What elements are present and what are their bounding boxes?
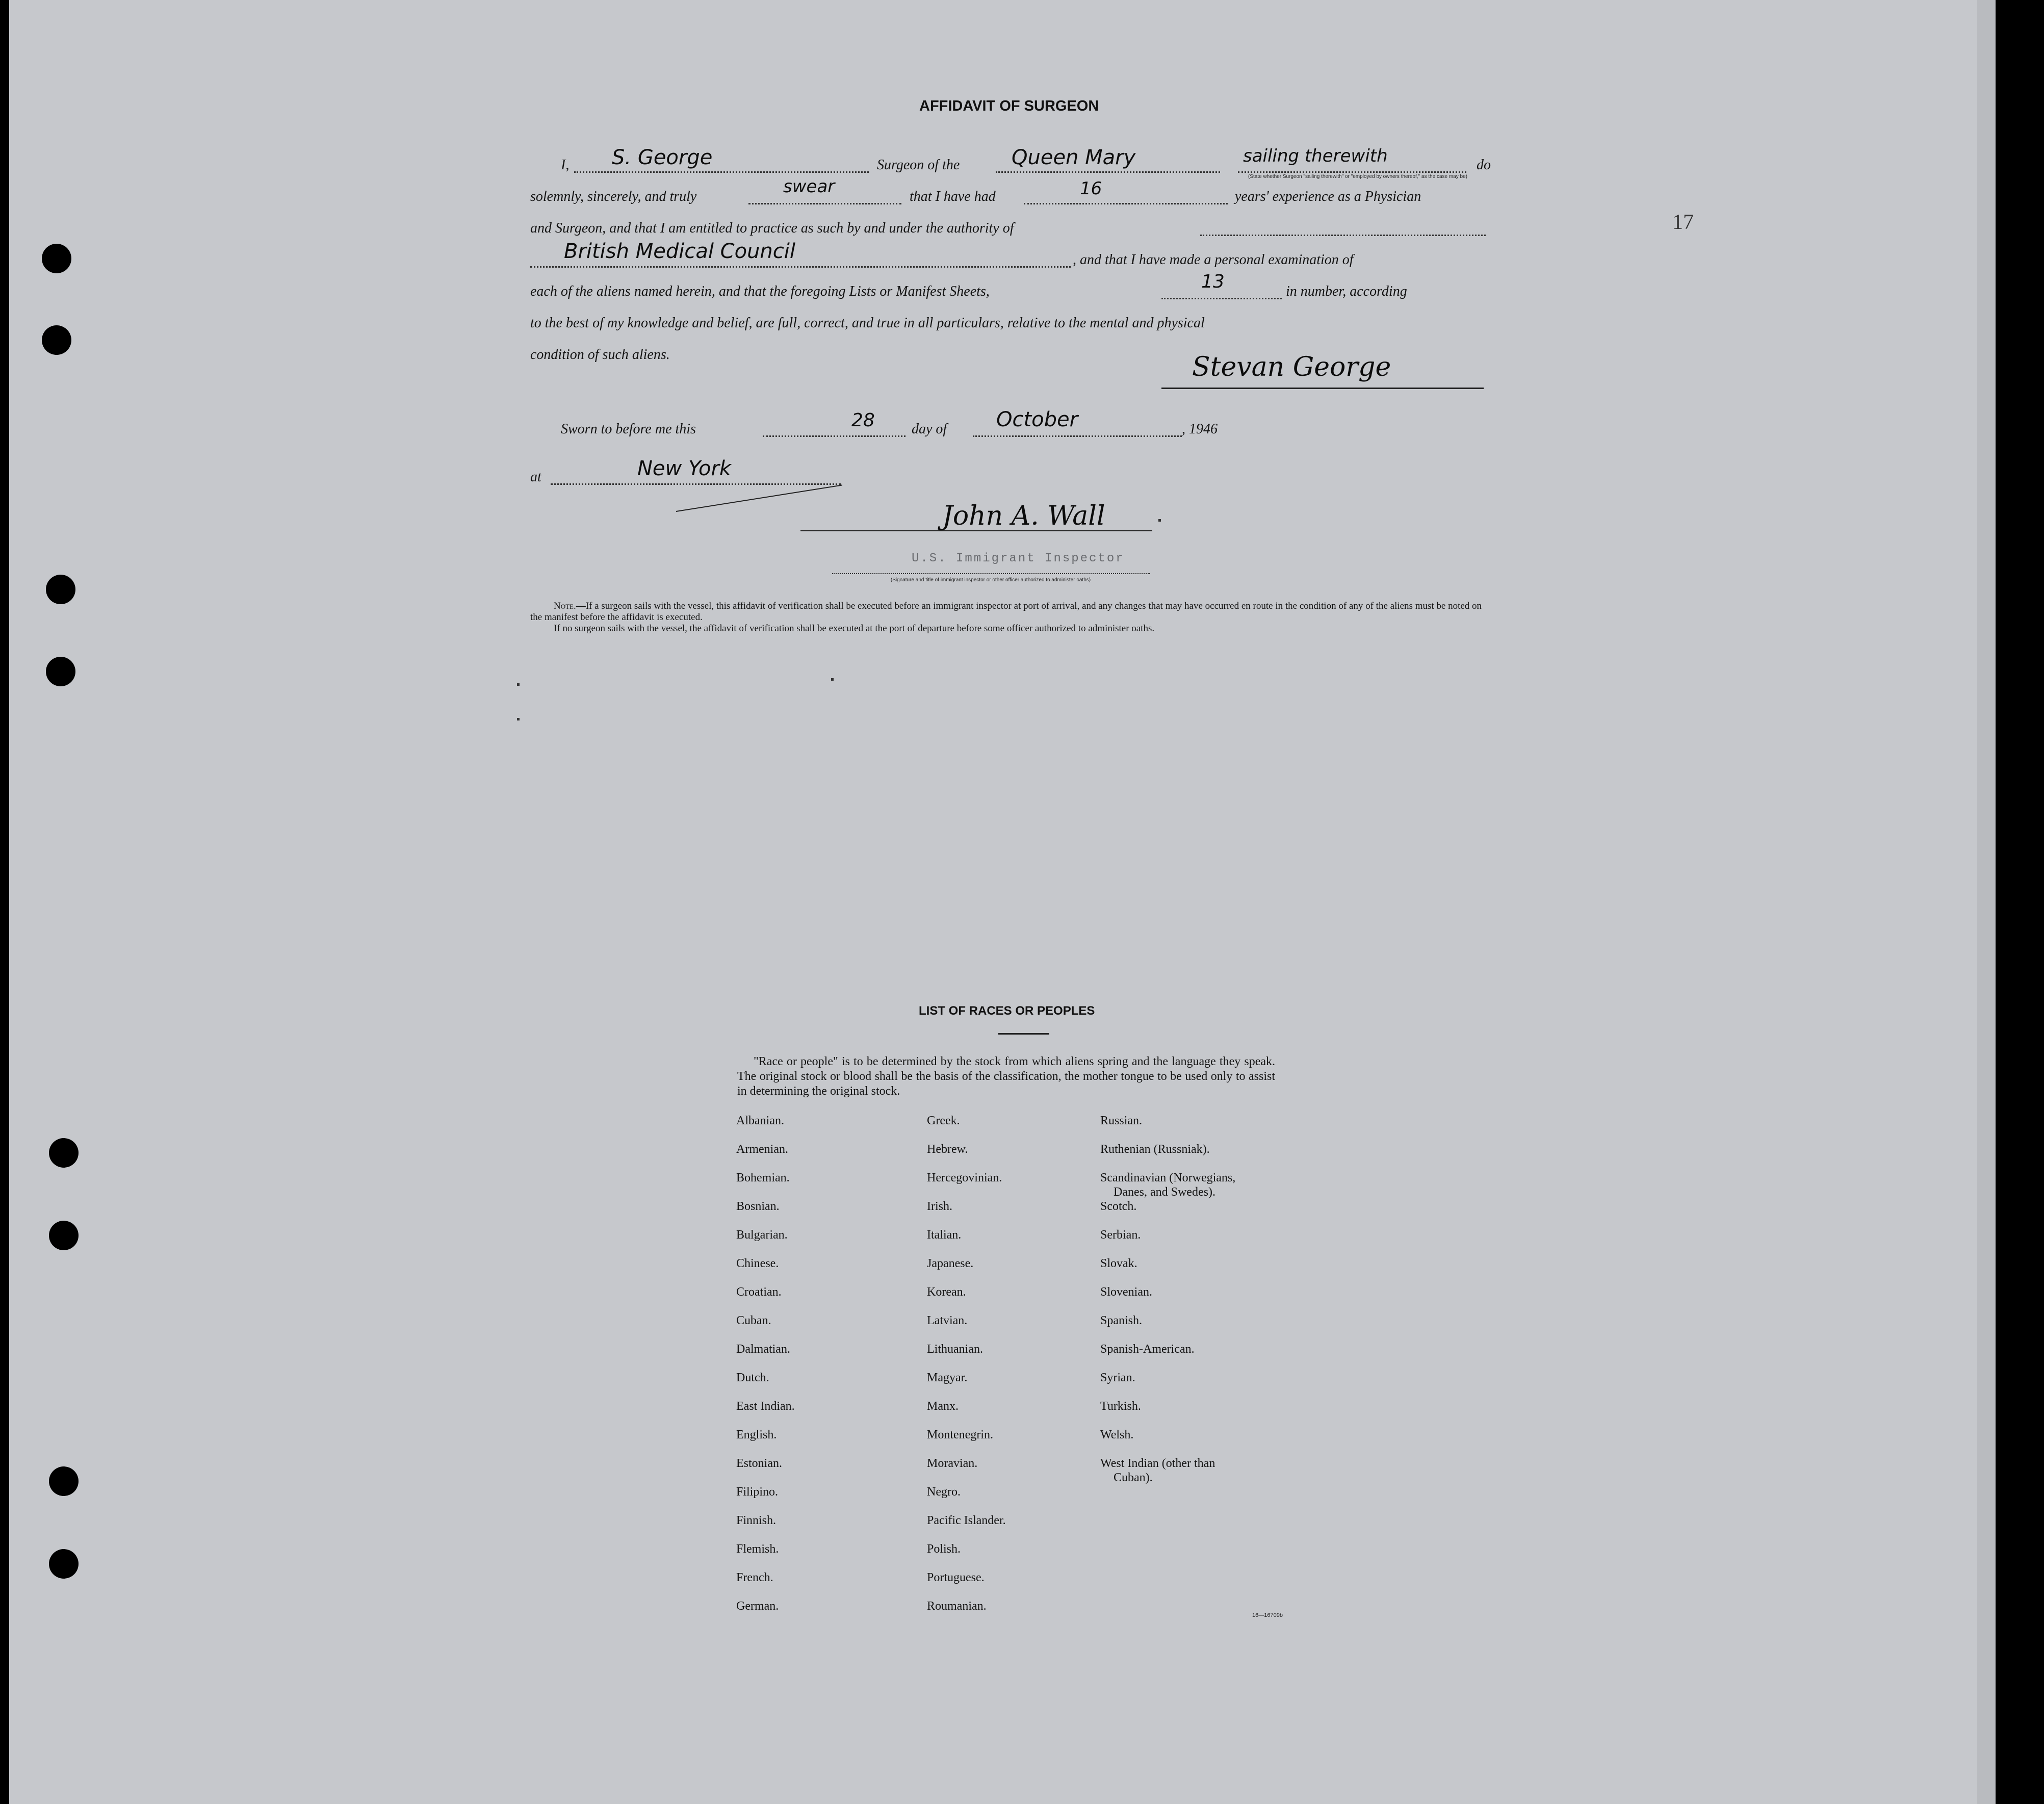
race-item: Serbian.: [1100, 1228, 1141, 1242]
affidavit-title: AFFIDAVIT OF SURGEON: [919, 98, 1099, 114]
race-item: Spanish-American.: [1100, 1343, 1195, 1356]
month-handwritten: October: [996, 408, 1078, 431]
name-field-line: [574, 171, 869, 173]
day-handwritten: 28: [851, 410, 875, 431]
surgeon-signature: Stevan George: [1192, 352, 1391, 382]
punch-hole: [42, 244, 71, 273]
races-column-2: [927, 1114, 1006, 1628]
place-underline-stroke: [676, 484, 842, 512]
race-item: Chinese.: [736, 1257, 779, 1270]
line5-end: in number, according: [1286, 284, 1407, 299]
race-item: Slovenian.: [1100, 1285, 1152, 1299]
inspector-stamp: U.S. Immigrant Inspector: [912, 552, 1125, 565]
sheets-field-line: [1161, 298, 1282, 299]
race-item: Hebrew.: [927, 1143, 968, 1156]
form-number: 16—16709b: [1252, 1612, 1283, 1618]
surgeon-signature-line: [1161, 388, 1484, 389]
affidavit-note: [530, 601, 1489, 634]
scan-speck: [831, 678, 834, 681]
at-label: at: [530, 469, 541, 485]
inspector-title-line: [832, 573, 1150, 574]
race-item: Korean.: [927, 1285, 966, 1299]
race-item: Turkish.: [1100, 1400, 1141, 1413]
punch-hole: [46, 657, 75, 686]
line1-prefix: I,: [561, 157, 570, 173]
year-comma: ,: [1182, 421, 1185, 437]
race-item-west-indian: [1100, 1456, 1235, 1485]
race-item: Slovak.: [1100, 1257, 1137, 1270]
month-field-line: [973, 435, 1182, 437]
line4-text: , and that I have made a personal examination of: [1073, 252, 1354, 268]
line2-end: years' experience as a Physician: [1235, 189, 1421, 204]
race-item: Cuban.: [736, 1314, 771, 1327]
sworn-prefix: Sworn to before me this: [561, 421, 696, 437]
race-item-scandinavian: [1100, 1171, 1235, 1199]
races-intro: "Race or people" is to be determined by the stock from which aliens spring and the language they speak. The original stock or blood shall be the basis of the classification, the mother tongue to be used only to assist in determining the original stock.: [737, 1055, 1275, 1098]
line3: and Surgeon, and that I am entitled to practice as such by and under the authority of: [530, 220, 1014, 236]
race-item: Spanish.: [1100, 1314, 1143, 1327]
race-item: Portuguese.: [927, 1571, 985, 1584]
races-title-rule: [998, 1033, 1049, 1035]
capacity-note: (State whether Surgeon "sailing therewith" or "employed by owners thereof," as the case may be): [1248, 174, 1467, 179]
document-page: [9, 0, 1986, 1804]
race-item: Irish.: [927, 1200, 952, 1213]
line7: condition of such aliens.: [530, 347, 670, 363]
inspector-signature-line: [800, 530, 1152, 531]
race-item: Manx.: [927, 1400, 959, 1413]
race-item: Bosnian.: [736, 1200, 780, 1213]
sheets-handwritten: 13: [1201, 271, 1225, 292]
race-item: Moravian.: [927, 1457, 978, 1470]
note-text-1: —If a surgeon sails with the vessel, this affidavit of verification shall be executed before an immigrant inspector at port of arrival, and any changes that may have occurred en route in the condition of any of the aliens must be noted on the manifest before the affidavit is executed.: [530, 601, 1482, 623]
year: 1946: [1189, 421, 1218, 437]
ship-name-handwritten: Queen Mary: [1012, 146, 1136, 169]
scan-speck: [517, 718, 520, 720]
races-title: LIST OF RACES OR PEOPLES: [919, 1004, 1095, 1018]
race-item: Flemish.: [736, 1542, 779, 1556]
race-item: Japanese.: [927, 1257, 974, 1270]
scan-speck: [1158, 519, 1161, 522]
oath-handwritten: swear: [783, 176, 835, 197]
capacity-handwritten: sailing therewith: [1243, 146, 1388, 166]
line6: to the best of my knowledge and belief, are full, correct, and true in all particulars, relative to the mental and physical: [530, 315, 1205, 331]
race-item: German.: [736, 1600, 779, 1613]
race-item: Albanian.: [736, 1114, 784, 1127]
line1-end: do: [1477, 157, 1491, 173]
place-field-line: [551, 483, 841, 485]
race-item: Finnish.: [736, 1514, 777, 1527]
sworn-mid: day of: [912, 421, 947, 437]
race-item: English.: [736, 1428, 777, 1441]
races-column-3: [1100, 1114, 1235, 1485]
punch-hole: [49, 1549, 79, 1579]
line2-prefix: solemnly, sincerely, and truly: [530, 189, 697, 204]
line4-end: and that I have made a personal examination of: [1080, 252, 1354, 268]
race-item: Croatian.: [736, 1285, 782, 1299]
race-item: Russian.: [1100, 1114, 1143, 1127]
race-item: Negro.: [927, 1485, 961, 1499]
race-item: Latvian.: [927, 1314, 968, 1327]
punch-hole: [49, 1138, 79, 1168]
race-item-continuation: Danes, and Swedes).: [1114, 1186, 1215, 1199]
race-item: Dutch.: [736, 1371, 769, 1384]
race-item-continuation: Cuban).: [1114, 1471, 1153, 1484]
race-item: French.: [736, 1571, 773, 1584]
race-item: East Indian.: [736, 1400, 795, 1413]
race-item: Ruthenian (Russniak).: [1100, 1143, 1210, 1156]
race-item: Magyar.: [927, 1371, 968, 1384]
inspector-signature: John A. Wall: [942, 501, 1105, 531]
race-item: Scandinavian (Norwegians,: [1100, 1171, 1236, 1184]
race-item: Dalmatian.: [736, 1343, 790, 1356]
inspector-caption: (Signature and title of immigrant inspector or other officer authorized to administer oaths): [890, 577, 1091, 583]
years-field-line: [1024, 203, 1228, 204]
race-item: Syrian.: [1100, 1371, 1135, 1384]
authority-field-line-2: [530, 266, 1071, 268]
race-item: West Indian (other than: [1100, 1457, 1215, 1470]
punch-hole: [49, 1466, 79, 1496]
ship-field-line: [996, 171, 1220, 173]
punch-hole: [42, 325, 71, 355]
race-item: Bulgarian.: [736, 1228, 788, 1242]
scan-speck: [517, 683, 520, 686]
authority-handwritten: British Medical Council: [564, 240, 795, 263]
oath-field-line: [748, 203, 901, 204]
race-item: Hercegovinian.: [927, 1171, 1002, 1184]
races-column-1: [736, 1114, 795, 1628]
line1-mid: Surgeon of the: [877, 157, 960, 173]
race-item: Filipino.: [736, 1485, 779, 1499]
punch-hole: [46, 575, 75, 604]
line2-mid: that I have had: [910, 189, 996, 204]
race-item: Scotch.: [1100, 1200, 1137, 1213]
race-item: Polish.: [927, 1542, 961, 1556]
race-item: Lithuanian.: [927, 1343, 983, 1356]
race-item: Welsh.: [1100, 1428, 1134, 1441]
race-item: Bohemian.: [736, 1171, 790, 1184]
race-item: Roumanian.: [927, 1600, 987, 1613]
note-text-2: If no surgeon sails with the vessel, the affidavit of verification shall be executed at the port of departure before some officer authorized to administer oaths.: [554, 623, 1155, 634]
page-edge: [1977, 0, 1996, 1804]
race-item: Greek.: [927, 1114, 960, 1127]
race-item: Armenian.: [736, 1143, 788, 1156]
note-label: Note.: [554, 601, 576, 611]
day-field-line: [763, 435, 905, 437]
years-handwritten: 16: [1080, 178, 1102, 199]
surgeon-name-handwritten: S. George: [612, 146, 713, 169]
place-handwritten: New York: [637, 457, 732, 480]
authority-field-line-1: [1200, 235, 1486, 236]
punch-hole: [49, 1221, 79, 1250]
capacity-field-line: [1238, 171, 1466, 173]
race-item: Montenegrin.: [927, 1428, 993, 1441]
line5-prefix: each of the aliens named herein, and that the foregoing Lists or Manifest Sheets,: [530, 284, 990, 299]
race-item: Italian.: [927, 1228, 962, 1242]
page-number: 17: [1672, 211, 1694, 234]
race-item: Pacific Islander.: [927, 1514, 1006, 1527]
race-item: Estonian.: [736, 1457, 782, 1470]
